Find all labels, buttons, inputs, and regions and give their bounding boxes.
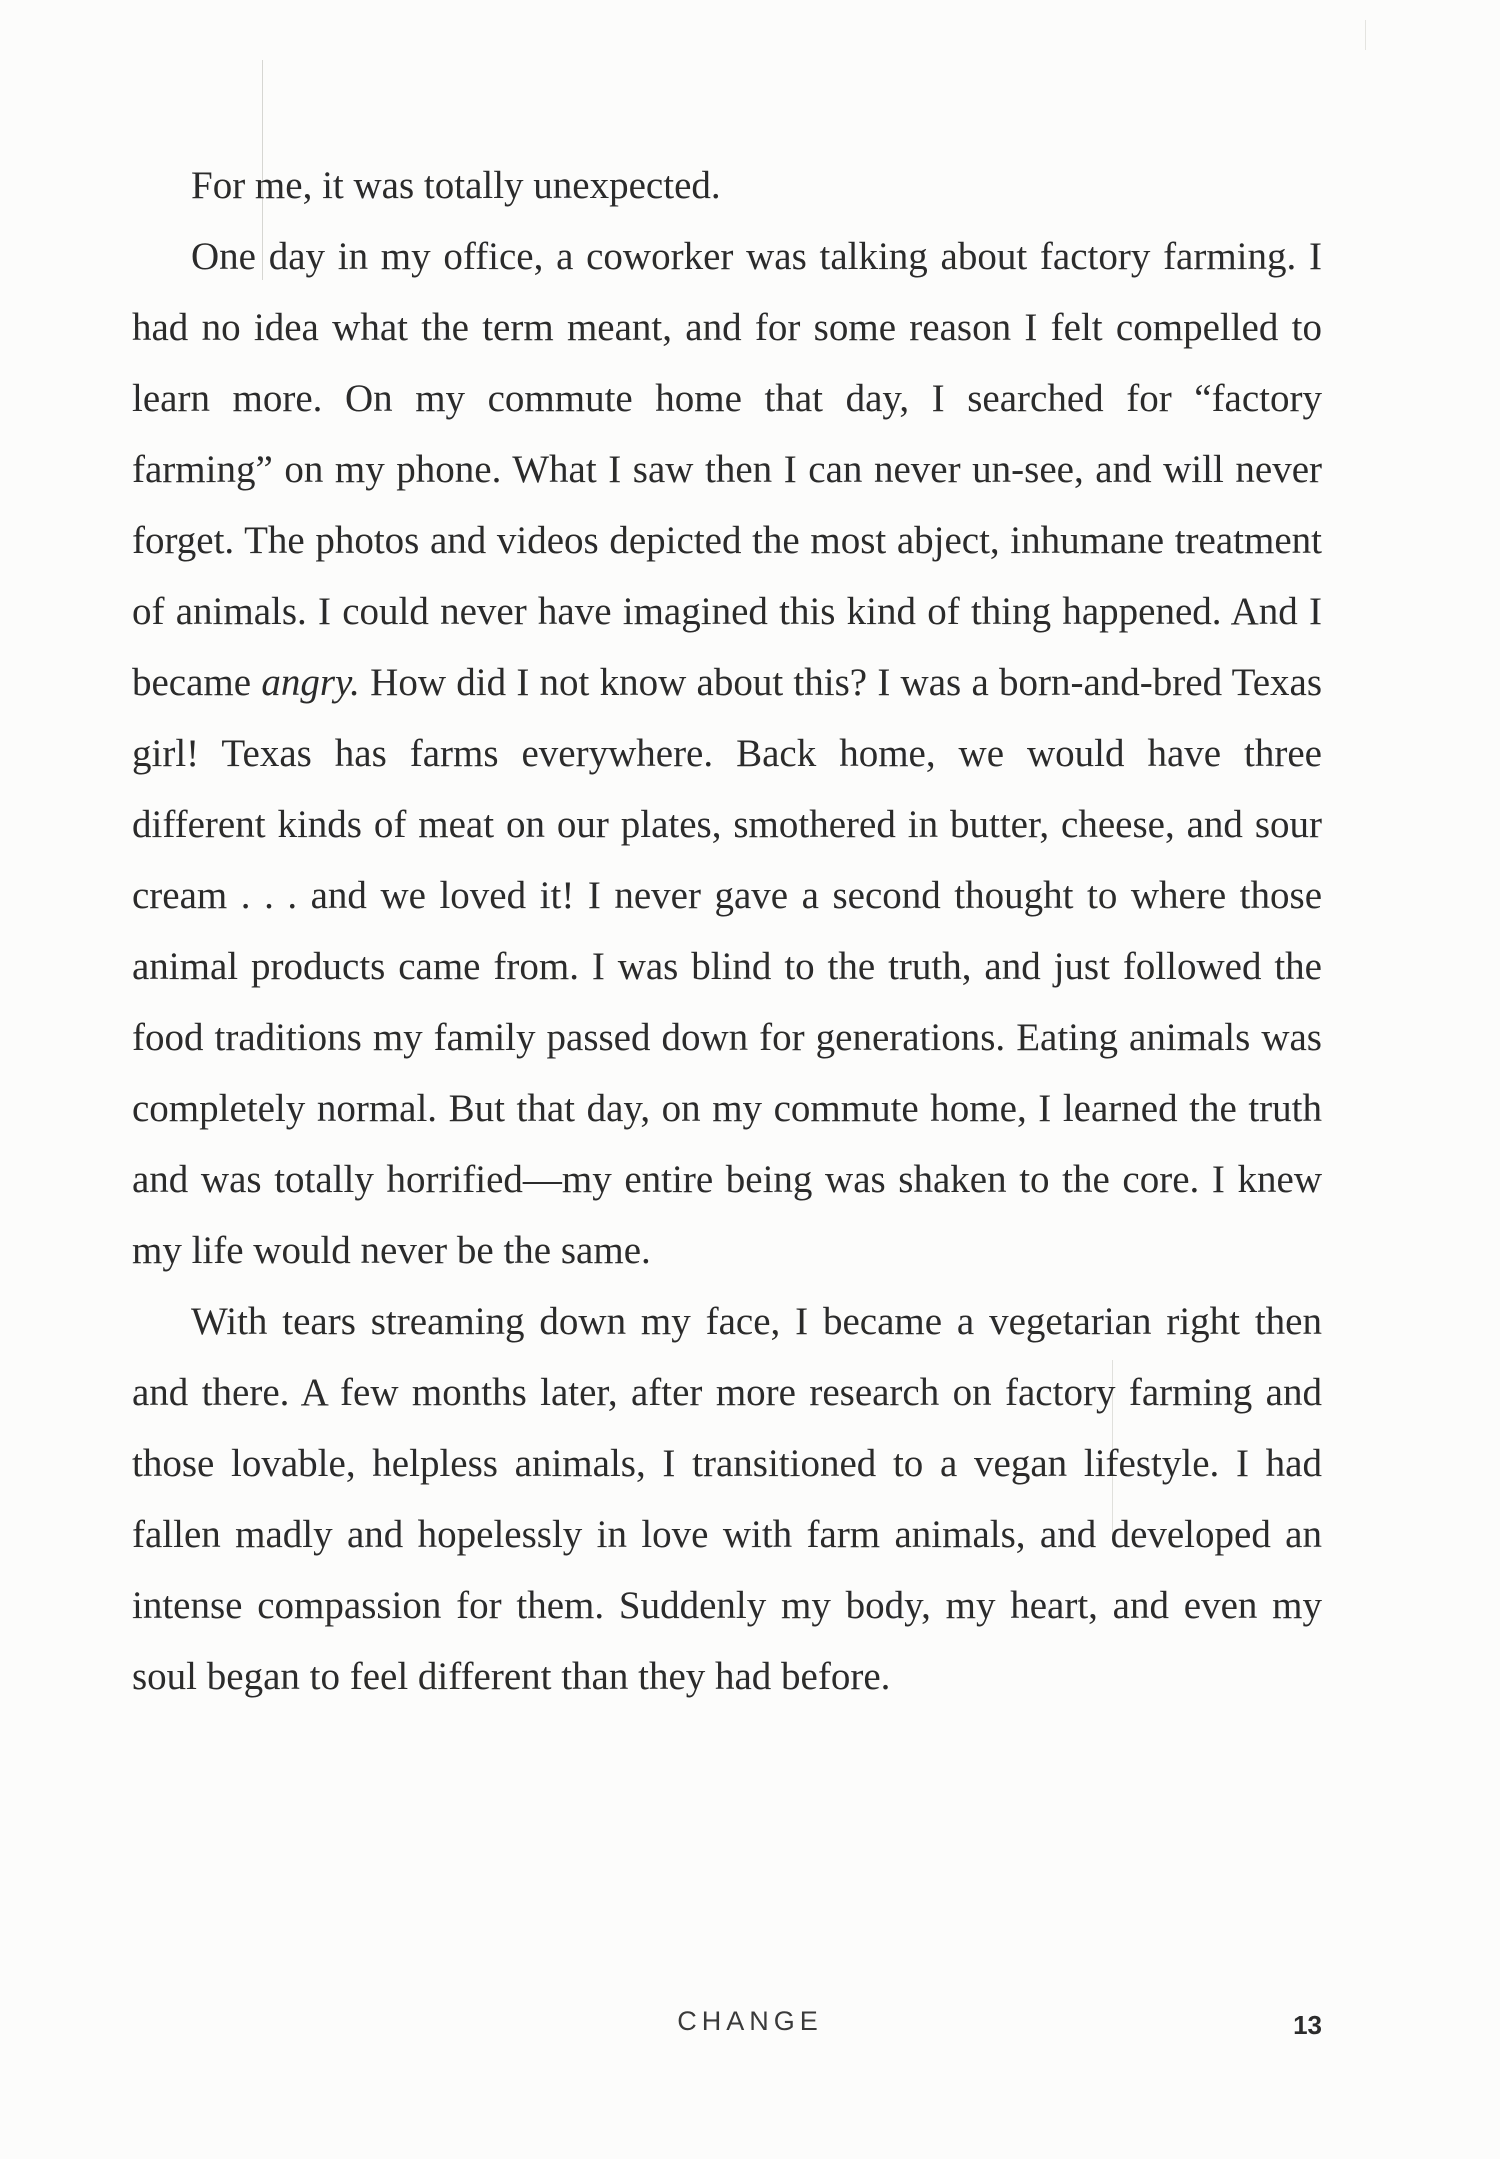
paragraph-2 bbox=[132, 221, 1322, 1286]
paragraph-2-text-after: How did I not know about this? I was a born-and-bred Texas girl! Texas has farms everywhere. Back home, we would have three different kinds of meat on our plates, smothered in butter, cheese, and sour cream . . . and we loved it! I never gave a second thought to where those animal products came from. I was blind to the truth, and just followed the food traditions my family passed down for generations. Eating animals was completely normal. But that day, on my commute home, I learned the truth and was totally horrified—my entire being was shaken to the core. I knew my life would never be the same. bbox=[132, 661, 1323, 1272]
paragraph-3 bbox=[132, 1286, 1322, 1712]
paragraph-1-text: For me, it was totally unexpected. bbox=[191, 164, 721, 207]
page-number: 13 bbox=[1293, 2010, 1322, 2040]
paragraph-3-text: With tears streaming down my face, I became a vegetarian right then and there. A few months later, after more research on factory farming and those lovable, helpless animals, I transitioned to a vegan lifestyle. I had fallen madly and hopelessly in love with farm animals, and developed an intense compassion for them. Suddenly my body, my heart, and even my soul began to feel different than they had before. bbox=[132, 1300, 1322, 1698]
body-text bbox=[132, 150, 1322, 1712]
scan-artifact-line bbox=[1365, 20, 1366, 50]
paragraph-1 bbox=[132, 150, 1322, 221]
paragraph-2-emphasis: angry. bbox=[261, 661, 360, 704]
paragraph-2-text-before: One day in my office, a coworker was talking about factory farming. I had no idea what the term meant, and for some reason I felt compelled to learn more. On my commute home that day, I searched for “factory farming” on my phone. What I saw then I can never un-see, and will never forget. The photos and videos depicted the most abject, inhumane treatment of animals. I could never have imagined this kind of thing happened. And I became bbox=[132, 235, 1322, 704]
running-footer: CHANGE bbox=[677, 2006, 823, 2036]
